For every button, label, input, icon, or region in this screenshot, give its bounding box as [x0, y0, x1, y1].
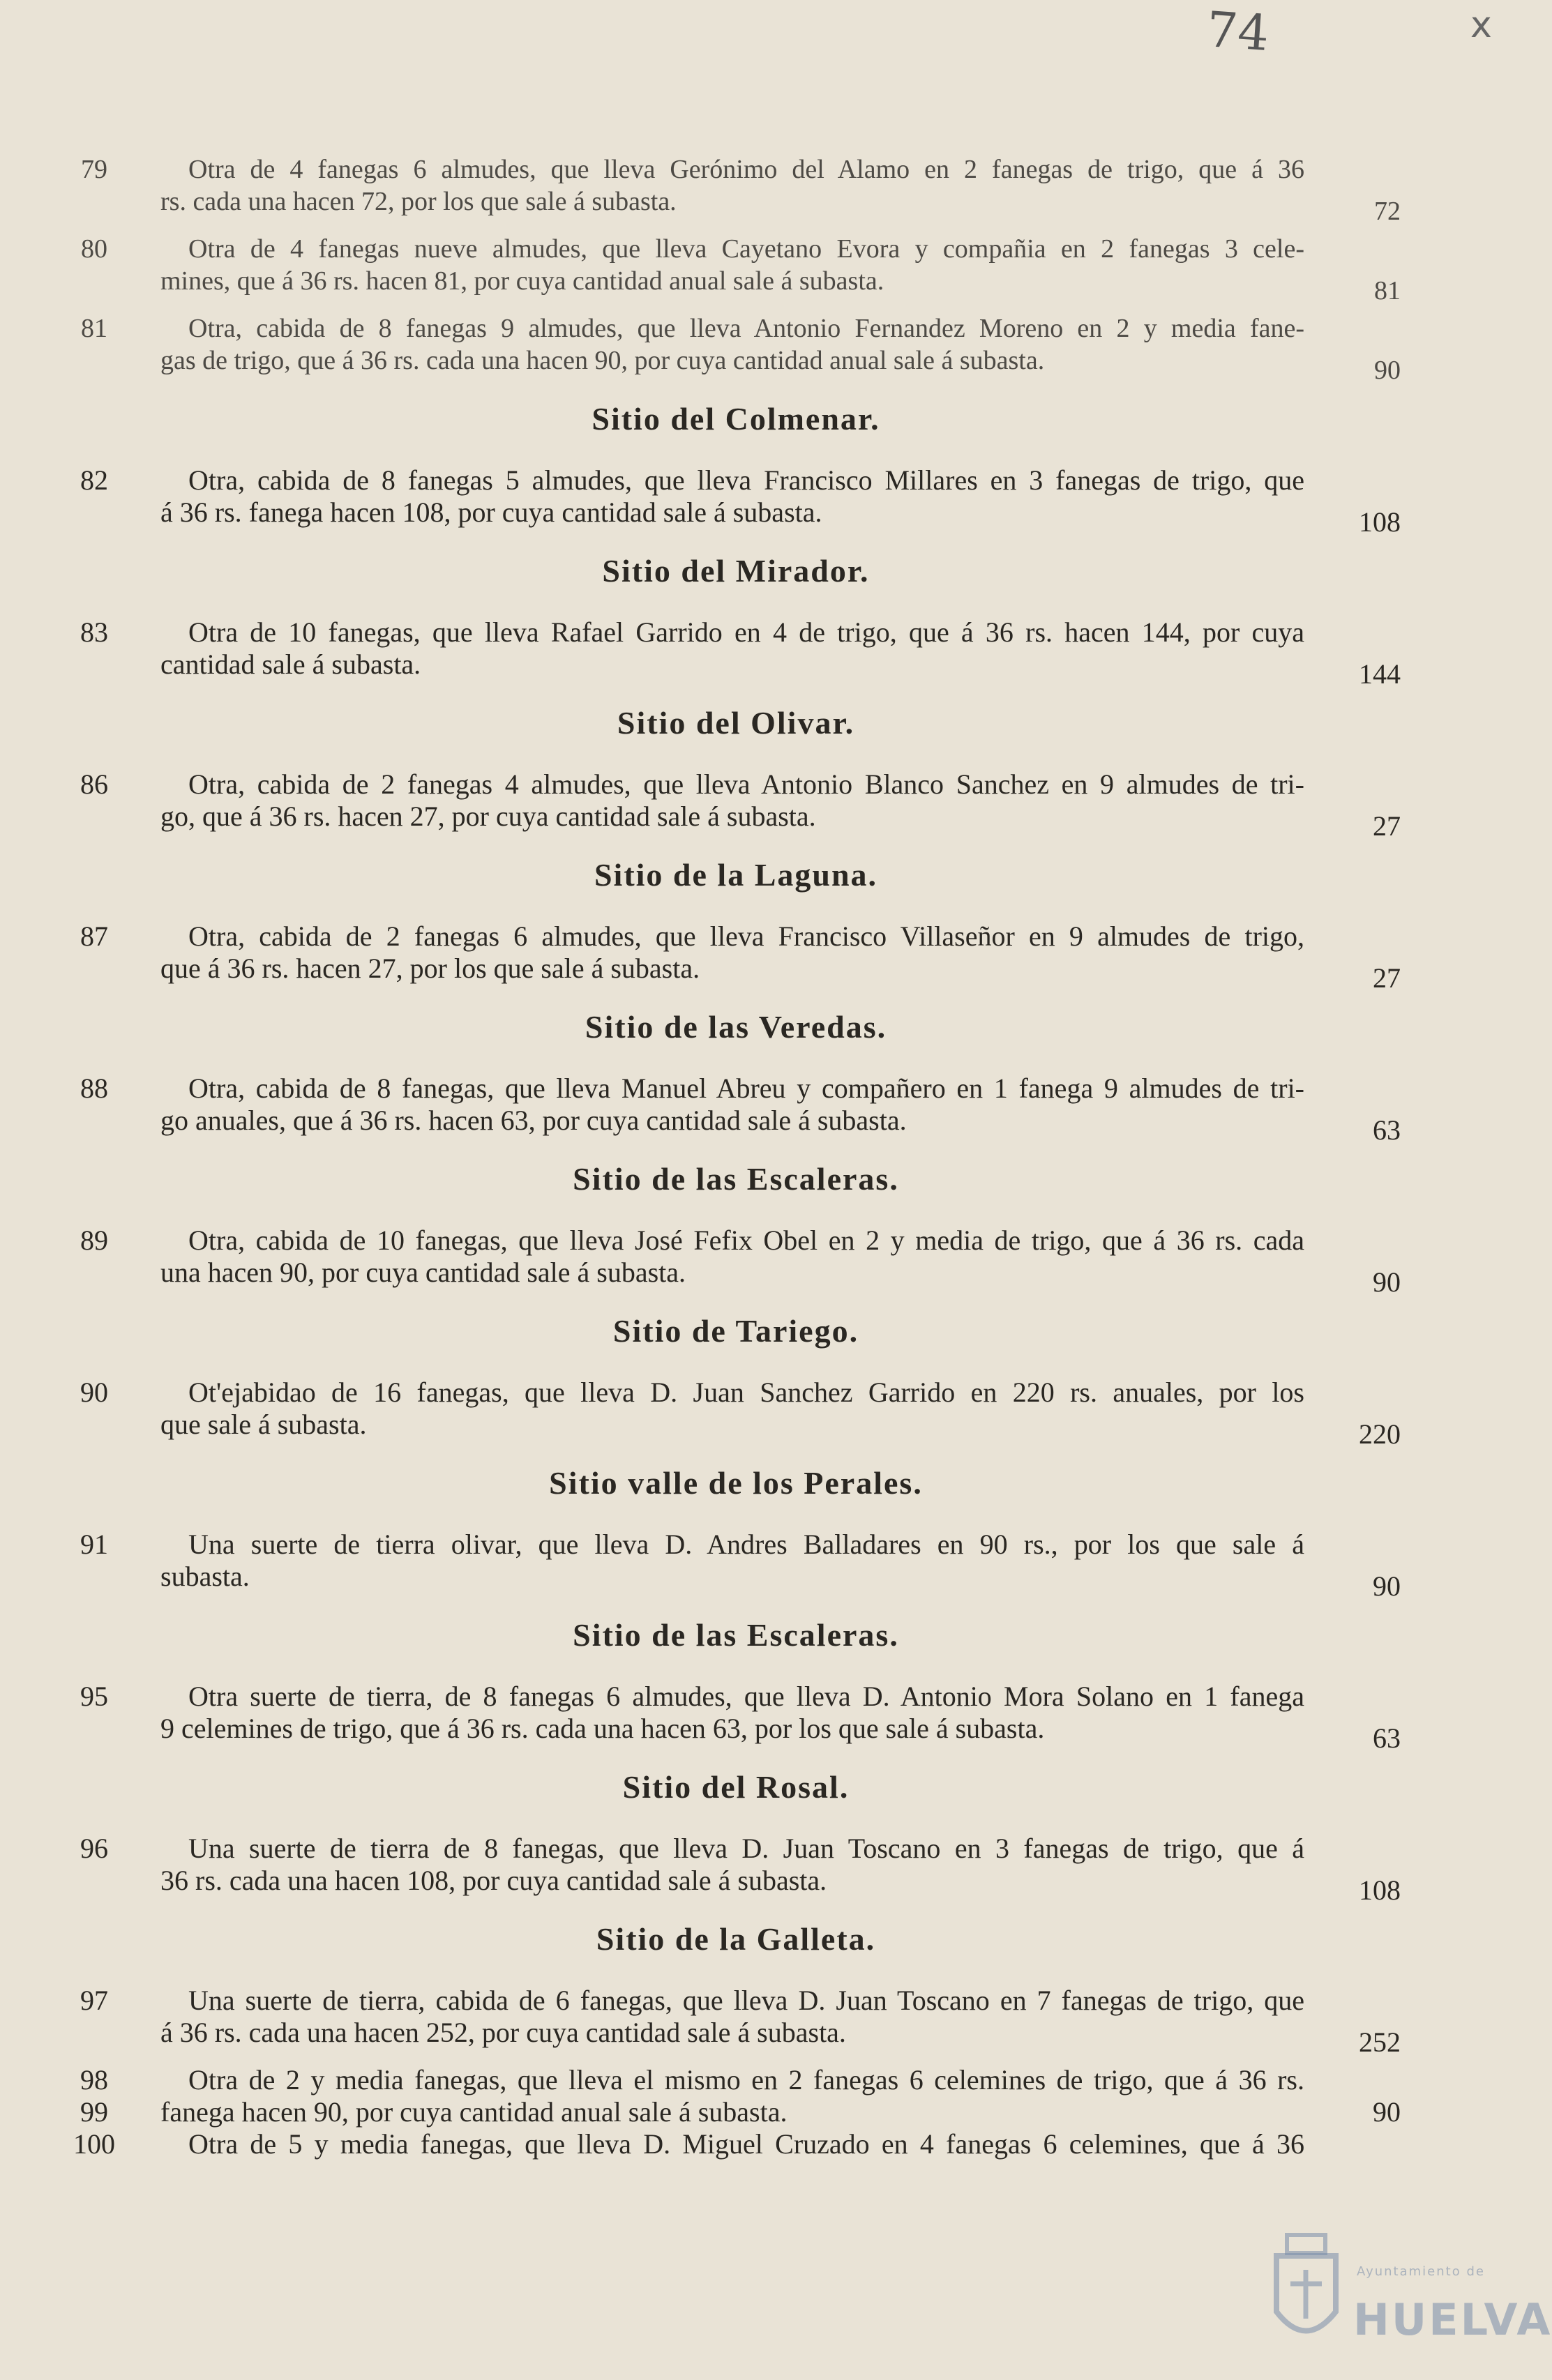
entry-text: Otra, cabida de 8 fanegas 9 almudes, que lleva Antonio Fernandez Moreno en 2 y media fane-	[188, 314, 1304, 343]
list-item	[63, 1985, 1409, 2058]
entry-line	[63, 2096, 1409, 2128]
list-item	[63, 153, 1409, 226]
entry-number: 98	[80, 2064, 108, 2095]
entry-number: 97	[80, 1985, 108, 2016]
entry-text: rs. cada una hacen 72, por los que sale á subasta.	[160, 187, 677, 216]
crest-icon	[1266, 2228, 1346, 2354]
section-heading: Sitio de la Galleta.	[596, 1921, 876, 1957]
entry-line	[63, 265, 1409, 305]
entry-line	[63, 344, 1409, 385]
entry-text: Otra suerte de tierra, de 8 fanegas 6 almudes, que lleva D. Antonio Mora Solano en 1 fanega	[188, 1681, 1304, 1712]
entry-number: 81	[81, 314, 107, 343]
entry-line	[63, 953, 1409, 994]
entry-line	[63, 233, 1409, 265]
section-heading: Sitio del Rosal.	[622, 1769, 850, 1805]
entry-text: Ot'ejabidao de 16 fanegas, que lleva D. Juan Sanchez Garrido en 220 rs. anuales, por los	[188, 1377, 1304, 1408]
entry-text: que sale á subasta.	[160, 1409, 367, 1440]
section-heading: Sitio de Tariego.	[612, 1313, 859, 1349]
entry-line	[63, 1529, 1409, 1561]
entry-amount: 81	[1374, 276, 1401, 305]
document-body	[63, 153, 1409, 2176]
list-item	[63, 1681, 1409, 1754]
entry-number: 83	[80, 616, 108, 648]
entry-number: 82	[80, 464, 108, 496]
entry-text: Otra, cabida de 8 fanegas, que lleva Manuel Abreu y compañero en 1 fanega 9 almudes de tri-	[188, 1072, 1304, 1104]
entry-text: á 36 rs. fanega hacen 108, por cuya cantidad sale á subasta.	[160, 497, 822, 528]
entry-line	[63, 1985, 1409, 2017]
section-heading: Sitio de las Escaleras.	[573, 1161, 899, 1197]
entry-text: Otra de 2 y media fanegas, que lleva el mismo en 2 fanegas 6 celemines de trigo, que á 36 rs.	[188, 2064, 1304, 2095]
entry-text: Otra, cabida de 2 fanegas 4 almudes, que lleva Antonio Blanco Sanchez en 9 almudes de tri-	[188, 768, 1304, 800]
entry-number: 95	[80, 1681, 108, 1712]
entry-text: go, que á 36 rs. hacen 27, por cuya cantidad sale á subasta.	[160, 801, 816, 832]
entry-amount: 90	[1373, 2096, 1401, 2128]
section-heading: Sitio de las Veredas.	[585, 1009, 887, 1045]
section-heading: Sitio del Mirador.	[602, 553, 870, 589]
watermark-logo	[1266, 2221, 1552, 2360]
section-heading: Sitio del Colmenar.	[592, 401, 880, 437]
entry-line	[63, 1833, 1409, 1865]
entry-text: Otra de 4 fanegas nueve almudes, que lleva Cayetano Evora y compañia en 2 fanegas 3 cele-	[188, 234, 1304, 264]
logo-caption: Ayuntamiento de	[1357, 2264, 1485, 2279]
entry-text: Otra de 5 y media fanegas, que lleva D. Miguel Cruzado en 4 fanegas 6 celemines, que á 36	[188, 2128, 1304, 2160]
entry-text: que á 36 rs. hacen 27, por los que sale á subasta.	[160, 953, 700, 984]
list-item	[63, 616, 1409, 690]
section-heading: Sitio valle de los Perales.	[549, 1465, 923, 1501]
entry-line	[63, 185, 1409, 226]
section-heading: Sitio de las Escaleras.	[573, 1617, 899, 1653]
entry-number: 96	[80, 1833, 108, 1864]
entry-amount: 108	[1359, 1874, 1401, 1906]
logo-wordmark: HUELVA	[1353, 2294, 1552, 2345]
entry-line	[63, 312, 1409, 344]
entry-text: Una suerte de tierra olivar, que lleva D. Andres Balladares en 90 rs., por los que sale á	[188, 1529, 1304, 1560]
list-item	[63, 1833, 1409, 1906]
page-number: 74	[1205, 0, 1271, 63]
entry-amount: 144	[1359, 658, 1401, 690]
entry-number: 91	[80, 1529, 108, 1560]
entry-text: cantidad sale á subasta.	[160, 649, 421, 680]
entry-line	[63, 464, 1409, 497]
entry-amount: 90	[1374, 356, 1401, 385]
list-item	[63, 1072, 1409, 1146]
entry-line	[63, 801, 1409, 842]
entry-line	[63, 1681, 1409, 1713]
entry-number: 100	[73, 2128, 115, 2160]
entry-number: 80	[81, 234, 107, 264]
list-item	[63, 1377, 1409, 1450]
entry-amount: 63	[1373, 1114, 1401, 1146]
entry-text: mines, que á 36 rs. hacen 81, por cuya cantidad anual sale á subasta.	[160, 266, 884, 296]
entry-line	[63, 2017, 1409, 2058]
entry-amount: 90	[1373, 1570, 1401, 1602]
list-item	[63, 1529, 1409, 1602]
entry-line	[63, 920, 1409, 953]
entry-text: 36 rs. cada una hacen 108, por cuya cantidad sale á subasta.	[160, 1865, 827, 1896]
entry-amount: 27	[1373, 962, 1401, 994]
entry-amount: 27	[1373, 810, 1401, 842]
entry-line	[63, 768, 1409, 801]
list-item	[63, 233, 1409, 305]
entry-line	[63, 1713, 1409, 1754]
entry-number: 89	[80, 1225, 108, 1256]
entry-line	[63, 1105, 1409, 1146]
entry-amount: 220	[1359, 1418, 1401, 1450]
entry-line	[63, 616, 1409, 649]
entry-line	[63, 1072, 1409, 1105]
list-item	[63, 2064, 1409, 2160]
entry-amount: 252	[1359, 2026, 1401, 2058]
entry-text: 9 celemines de trigo, que á 36 rs. cada una hacen 63, por los que sale á subasta.	[160, 1713, 1045, 1744]
entry-text: Una suerte de tierra, cabida de 6 fanegas, que lleva D. Juan Toscano en 7 fanegas de trigo, que	[188, 1985, 1304, 2016]
entry-line	[63, 153, 1409, 185]
entry-number: 99	[80, 2096, 108, 2128]
entry-line	[63, 1409, 1409, 1450]
entry-line	[63, 1377, 1409, 1409]
entry-text: Otra, cabida de 8 fanegas 5 almudes, que lleva Francisco Millares en 3 fanegas de trigo, que	[188, 464, 1304, 496]
entry-text: una hacen 90, por cuya cantidad sale á subasta.	[160, 1257, 686, 1288]
entry-amount: 72	[1374, 197, 1401, 226]
list-item	[63, 1225, 1409, 1298]
entry-text: Otra, cabida de 2 fanegas 6 almudes, que lleva Francisco Villaseñor en 9 almudes de trigo,	[188, 920, 1304, 952]
entry-number: 79	[81, 155, 107, 184]
entry-text: á 36 rs. cada una hacen 252, por cuya cantidad sale á subasta.	[160, 2017, 846, 2048]
entry-line	[63, 649, 1409, 690]
entry-line	[63, 1865, 1409, 1906]
entry-number: 88	[80, 1072, 108, 1104]
entry-text: Una suerte de tierra de 8 fanegas, que lleva D. Juan Toscano en 3 fanegas de trigo, que á	[188, 1833, 1304, 1864]
entry-line	[63, 2064, 1409, 2096]
entry-text: gas de trigo, que á 36 rs. cada una hacen 90, por cuya cantidad anual sale á subasta.	[160, 346, 1045, 375]
section-heading: Sitio de la Laguna.	[594, 857, 878, 893]
entry-text: Otra de 4 fanegas 6 almudes, que lleva Gerónimo del Alamo en 2 fanegas de trigo, que á 36	[188, 155, 1304, 184]
entry-line	[63, 1225, 1409, 1257]
entry-line	[63, 2128, 1409, 2160]
entry-amount: 90	[1373, 1266, 1401, 1298]
list-item	[63, 312, 1409, 385]
entry-text: go anuales, que á 36 rs. hacen 63, por cuya cantidad sale á subasta.	[160, 1105, 907, 1136]
entry-text: Otra de 10 fanegas, que lleva Rafael Garrido en 4 de trigo, que á 36 rs. hacen 144, por cuya	[188, 616, 1304, 648]
entry-amount: 108	[1359, 506, 1401, 538]
entry-amount: 63	[1373, 1722, 1401, 1754]
section-heading: Sitio del Olivar.	[617, 705, 855, 741]
corner-mark: x	[1470, 4, 1492, 46]
list-item	[63, 920, 1409, 994]
entry-line	[63, 497, 1409, 538]
entry-line	[63, 1561, 1409, 1602]
entry-text: subasta.	[160, 1561, 250, 1592]
list-item	[63, 768, 1409, 842]
entry-text: Otra, cabida de 10 fanegas, que lleva José Fefix Obel en 2 y media de trigo, que á 36 rs. cada	[188, 1225, 1304, 1256]
entry-number: 86	[80, 768, 108, 800]
entry-number: 87	[80, 920, 108, 952]
entry-line	[63, 1257, 1409, 1298]
entry-text: fanega hacen 90, por cuya cantidad anual sale á subasta.	[160, 2096, 788, 2128]
list-item	[63, 464, 1409, 538]
entry-number: 90	[80, 1377, 108, 1408]
